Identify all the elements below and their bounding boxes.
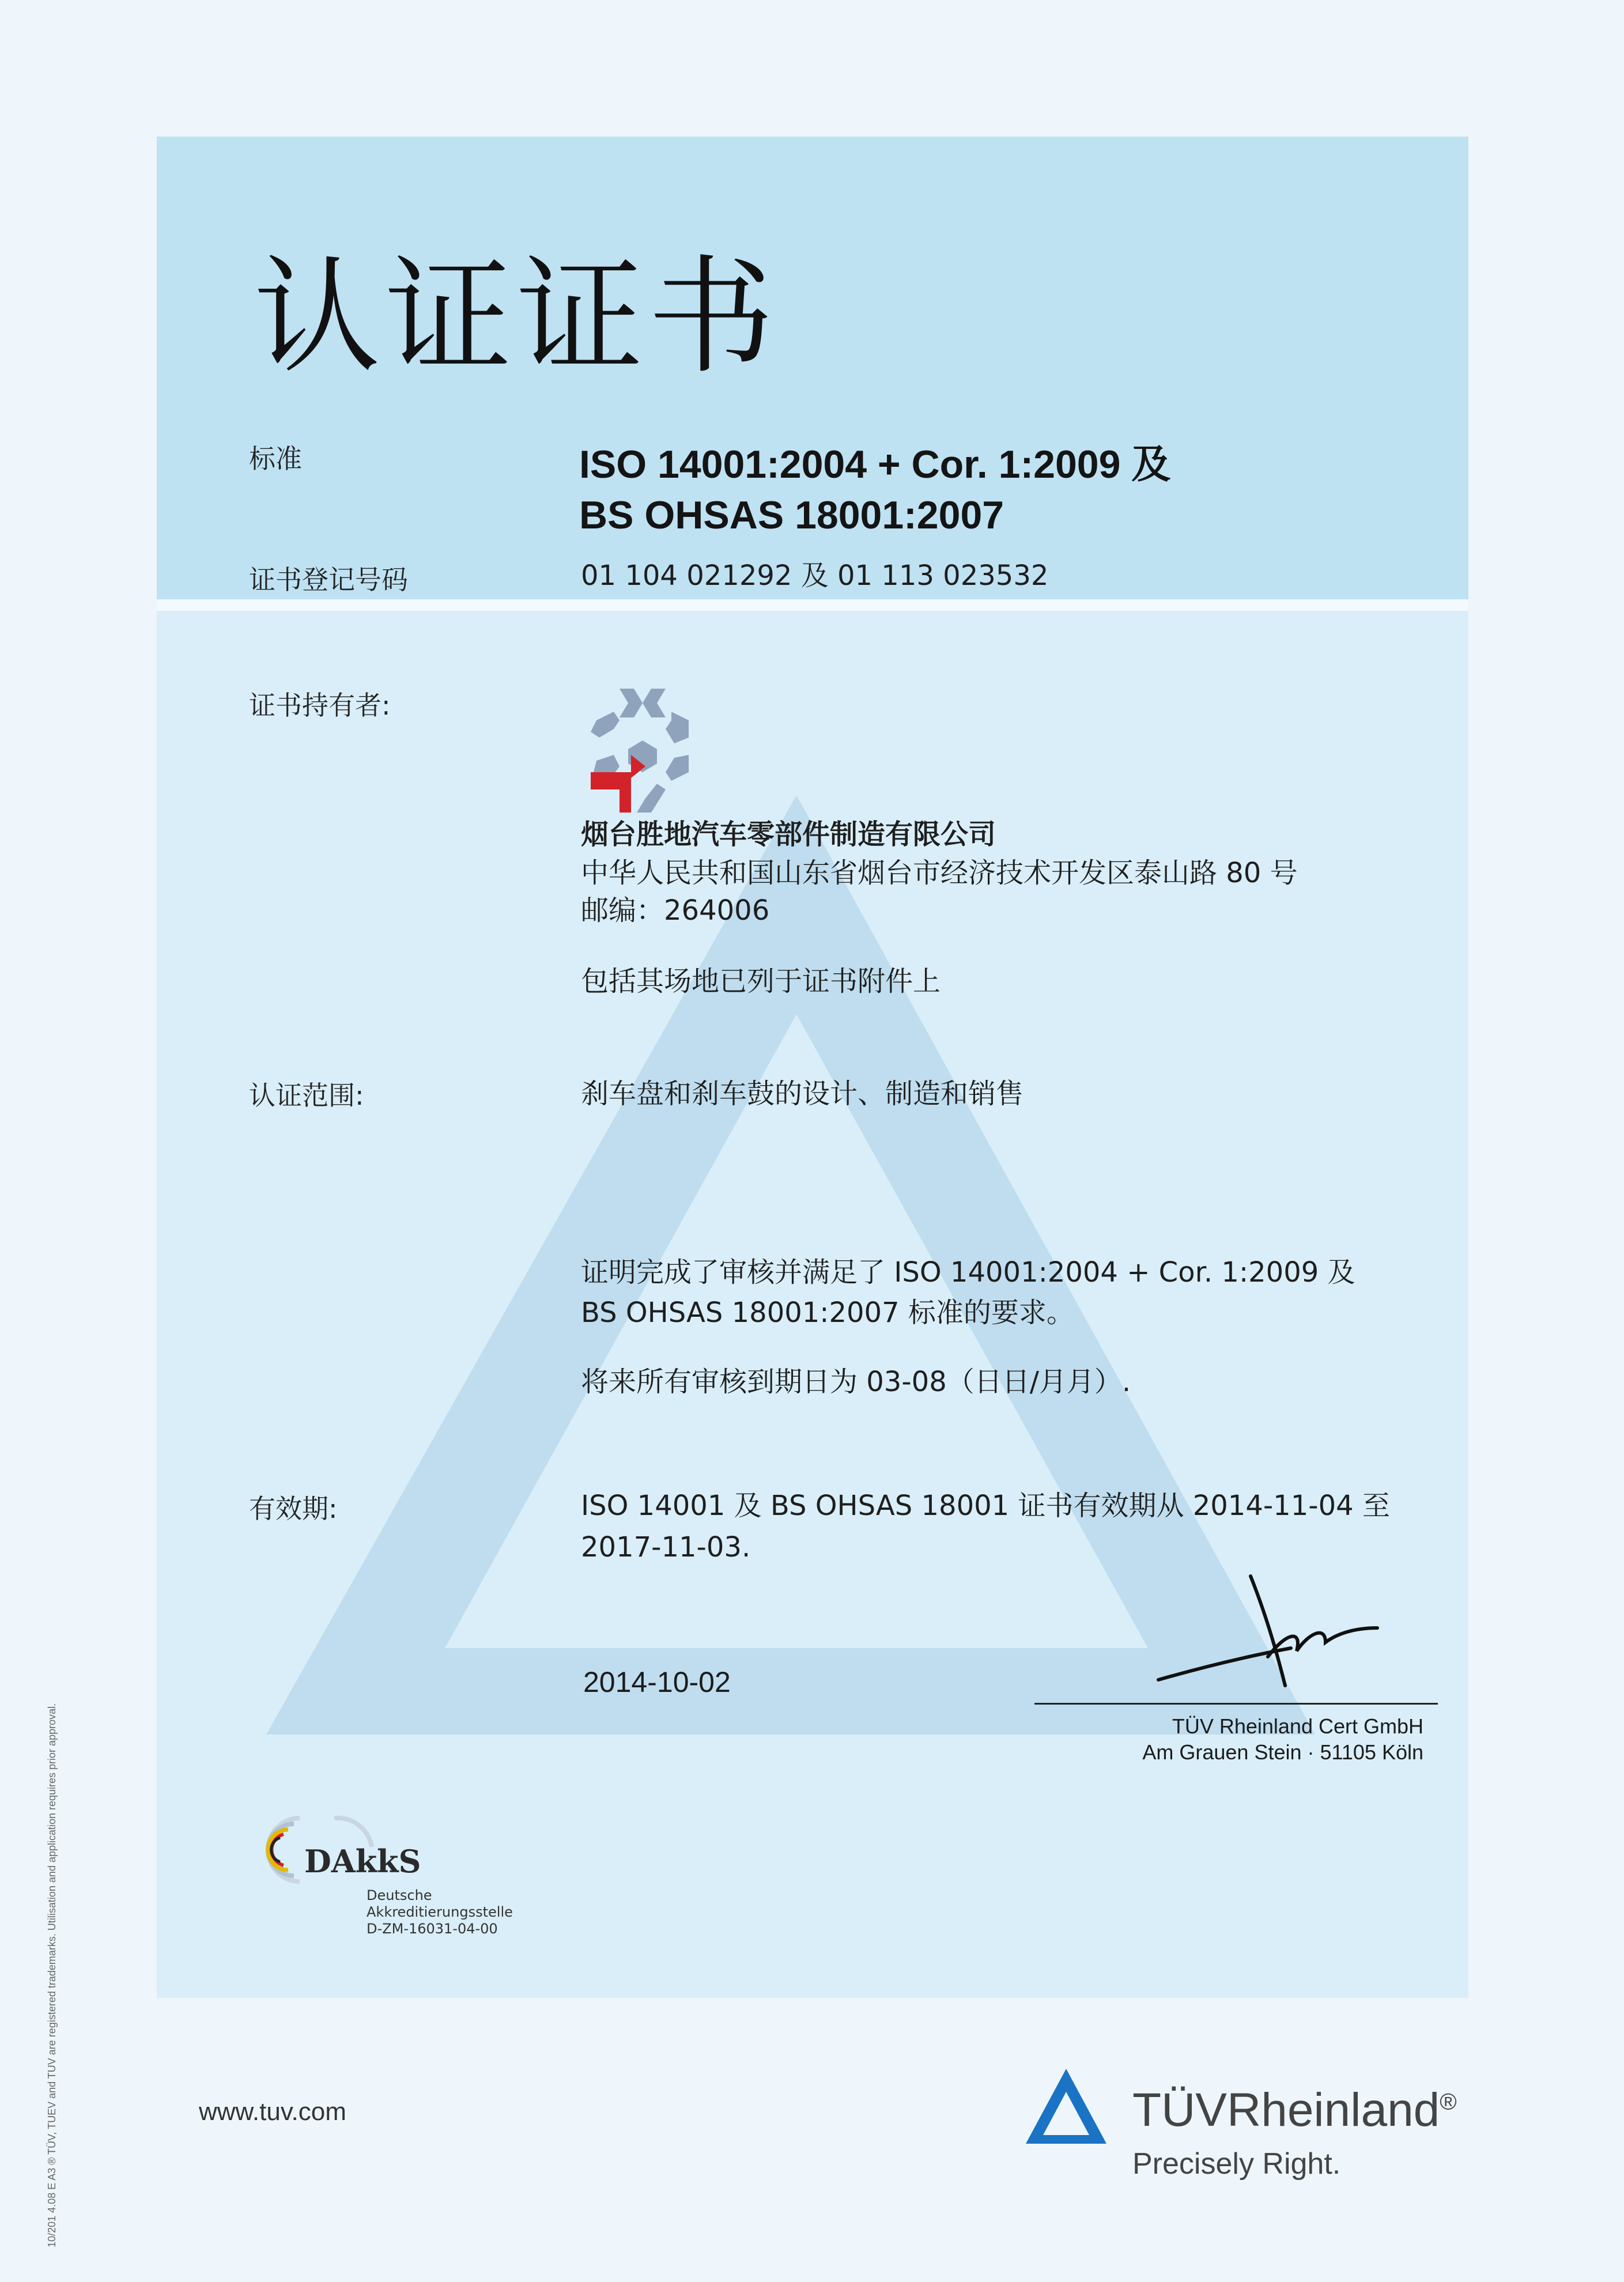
certificate-title: 认证证书: [254, 243, 780, 391]
website-link[interactable]: www.tuv.com: [199, 2098, 346, 2126]
dakks-name: DAkkS: [304, 1843, 421, 1880]
validity-label: 有效期:: [249, 1493, 338, 1524]
company-postcode: 邮编：264006: [581, 894, 770, 927]
holder-label: 证书持有者:: [249, 690, 391, 721]
tuv-tagline: Precisely Right.: [1132, 2147, 1341, 2181]
standard-line-1: ISO 14001:2004 + Cor. 1:2009 及: [579, 443, 1171, 486]
company-snowflake-logo: [579, 686, 706, 815]
audit-due-date: 将来所有审核到期日为 03-08（日日/月月）.: [581, 1366, 1131, 1398]
standard-label: 标准: [249, 443, 302, 474]
validity-line-1: ISO 14001 及 BS OHSAS 18001 证书有效期从 2014-11-04 至: [581, 1490, 1390, 1522]
signature-line: [1034, 1703, 1438, 1705]
issuer-address: Am Grauen Stein · 51105 Köln: [1142, 1740, 1423, 1764]
registration-label: 证书登记号码: [249, 564, 408, 595]
dakks-line-1: Deutsche: [367, 1887, 432, 1903]
tuv-wordmark: [1132, 2083, 1457, 2137]
sites-note: 包括其场地已列于证书附件上: [581, 965, 941, 998]
trademark-side-note: 10/201 4.08 E A3 ® TÜV, TUEV and TUV are registered trademarks. Utilisation and application requires prior approval.: [46, 1703, 58, 2247]
tuv-brand: TÜVRheinland: [1132, 2084, 1440, 2136]
registration-number: 01 104 021292 及 01 113 023532: [581, 560, 1049, 592]
issue-date: 2014-10-02: [583, 1666, 731, 1698]
dakks-accreditation-number: D-ZM-16031-04-00: [367, 1921, 498, 1937]
validity-line-2: 2017-11-03.: [581, 1531, 751, 1563]
company-address: 中华人民共和国山东省烟台市经济技术开发区泰山路 80 号: [581, 857, 1298, 889]
company-name: 烟台胜地汽车零部件制造有限公司: [581, 818, 996, 851]
dakks-line-2: Akkreditierungsstelle: [367, 1904, 513, 1920]
band-divider: [157, 599, 1468, 611]
confirmation-line-2: BS OHSAS 18001:2007 标准的要求。: [581, 1297, 1074, 1329]
standard-line-2: BS OHSAS 18001:2007: [579, 493, 1004, 537]
issuer-name: TÜV Rheinland Cert GmbH: [1172, 1714, 1423, 1738]
scope-value: 刹车盘和刹车鼓的设计、制造和销售: [581, 1078, 1024, 1110]
scope-label: 认证范围:: [249, 1080, 364, 1111]
confirmation-line-1: 证明完成了审核并满足了 ISO 14001:2004 + Cor. 1:2009 及: [581, 1256, 1355, 1289]
tuv-triangle-icon: [1023, 2066, 1109, 2147]
registered-mark: ®: [1440, 2089, 1457, 2115]
signature: [1153, 1570, 1383, 1697]
